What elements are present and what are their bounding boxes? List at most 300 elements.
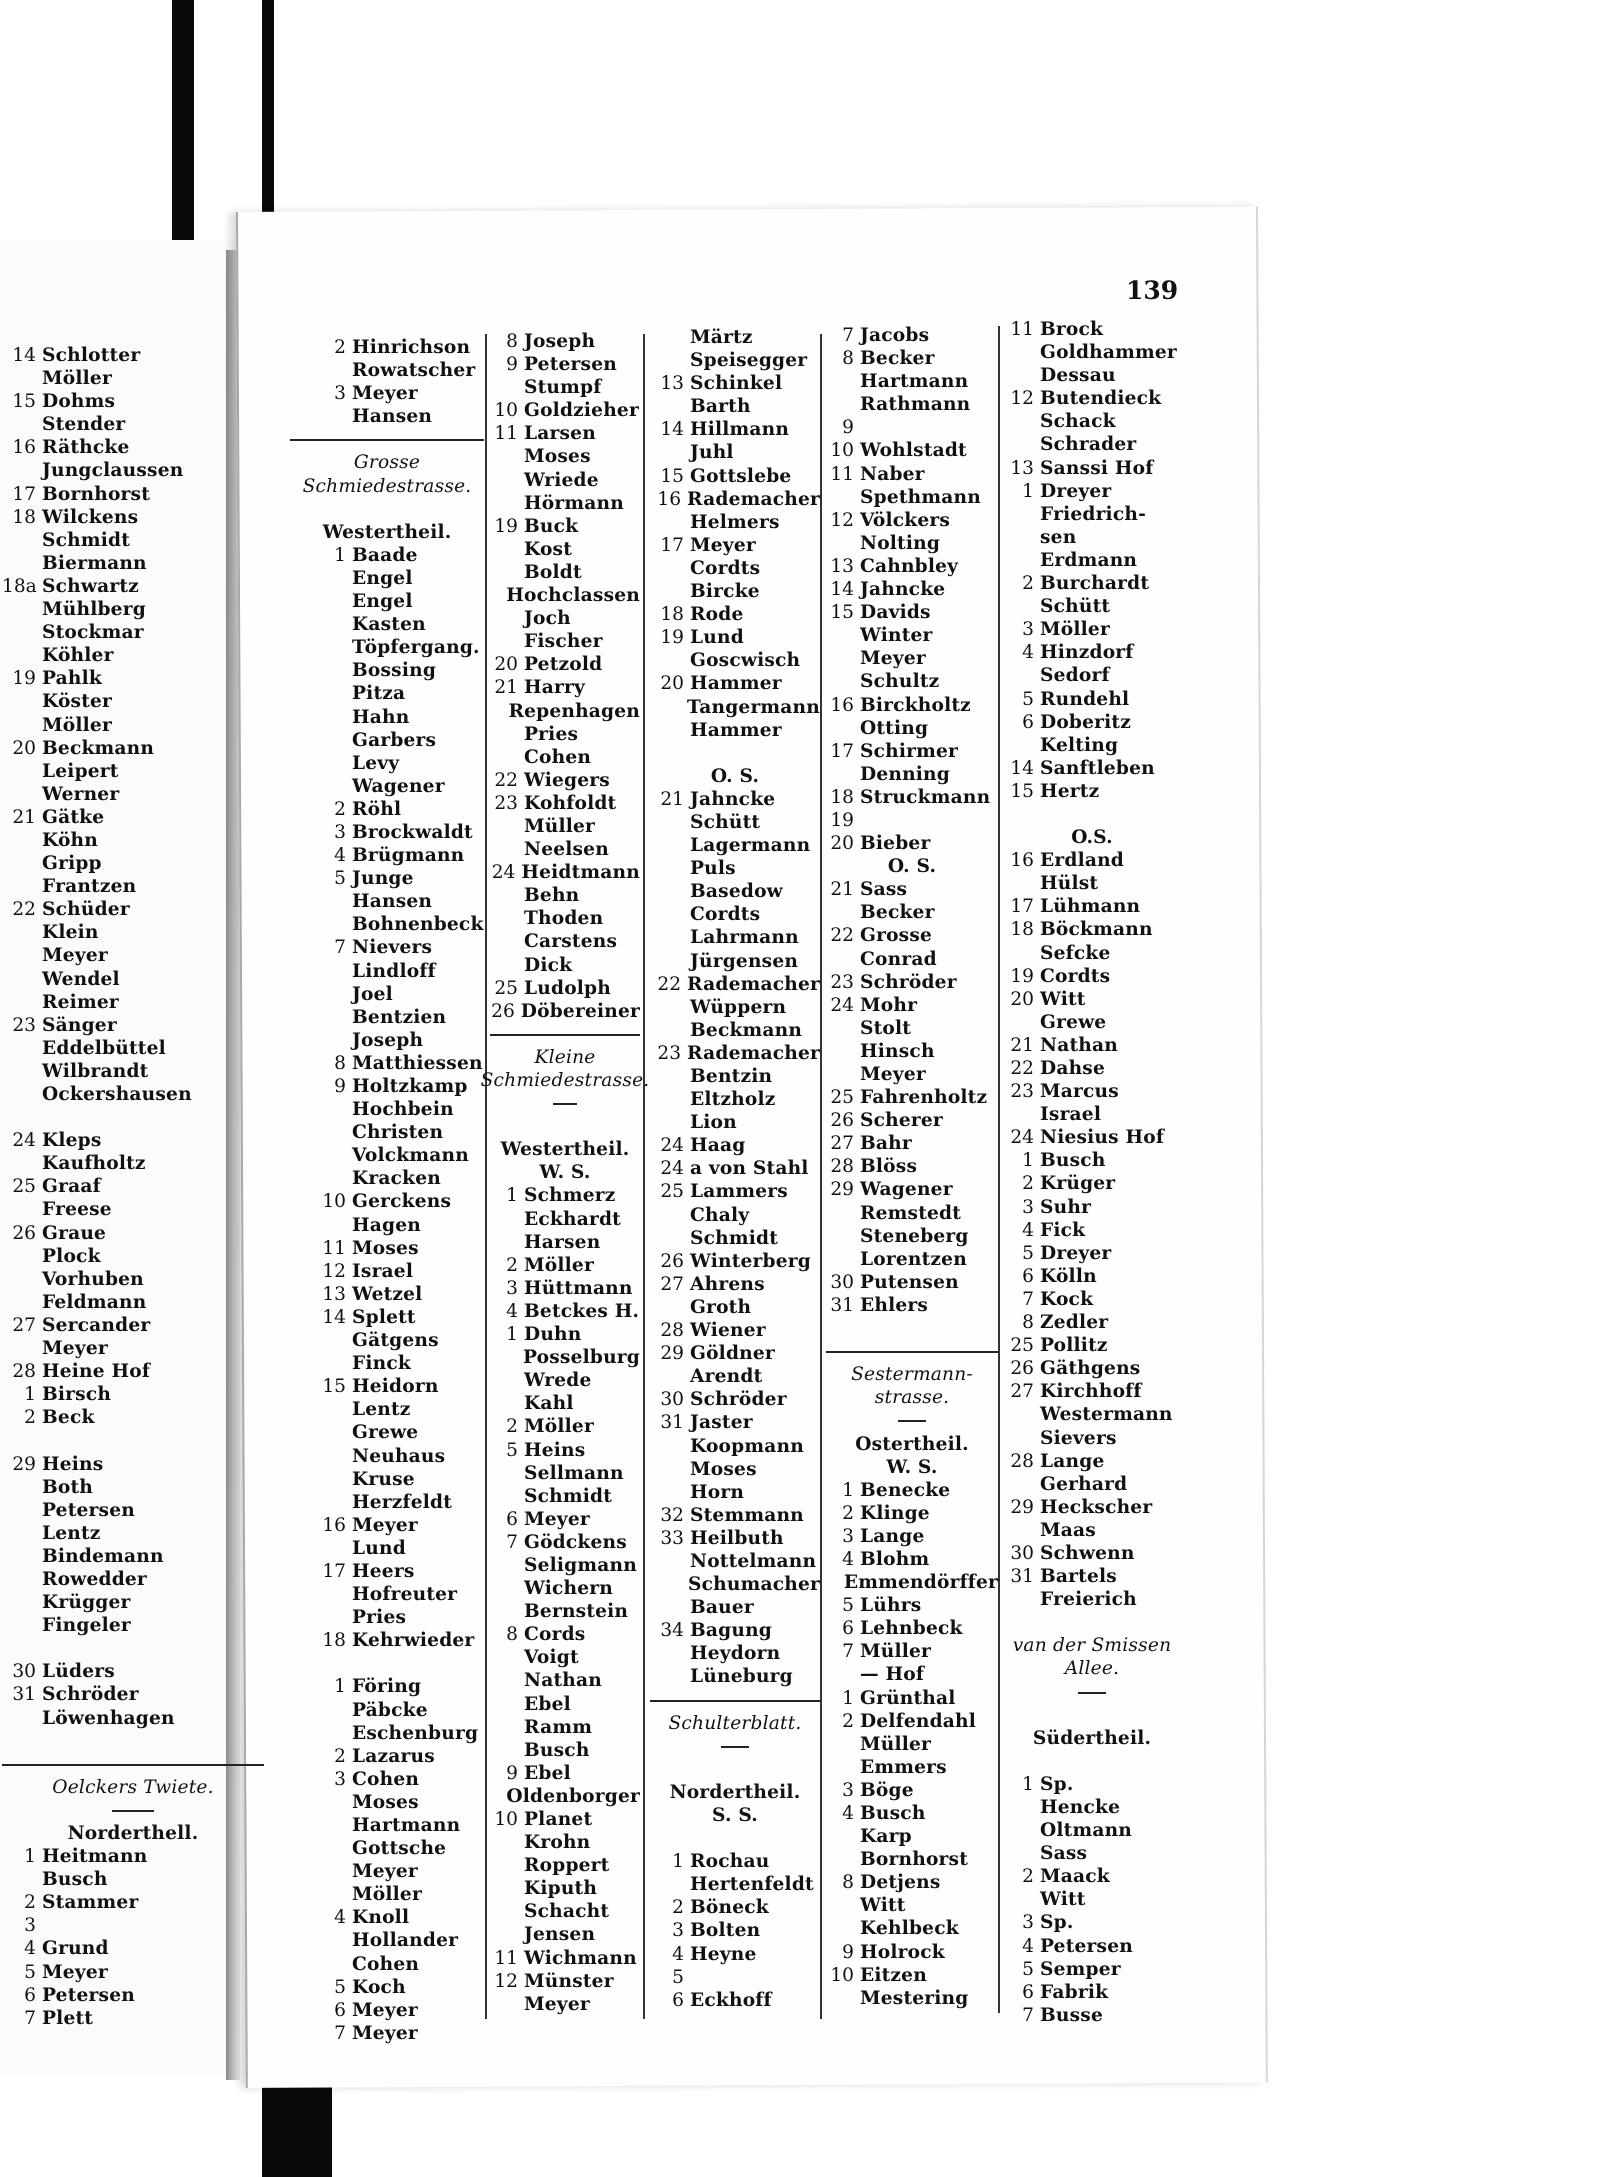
house-number: 3 [1022,1196,1034,1218]
resident-name: Repenhagen [508,700,640,722]
resident-name: Heidtmann [521,862,640,884]
resident-name: Koch [352,1976,406,1998]
house-number: 3 [842,1525,854,1547]
house-number: 6 [24,1984,36,2006]
resident-name: Hochbein [352,1099,454,1121]
resident-name: Gödckens [524,1531,627,1553]
resident-name: Rathmann [860,394,971,416]
house-number [290,1652,346,1675]
resident-name: Ebel [524,1693,571,1715]
entry-line [2,1961,264,1984]
entry-line [2,968,264,991]
resident-name: Splett [352,1306,416,1328]
house-number [490,584,500,607]
house-number [826,763,854,786]
entry-line [1004,1796,1180,1819]
entry-line [1004,433,1180,456]
resident-name: Heine Hof [42,1361,151,1383]
resident-name: Semper [1040,1958,1121,1980]
entry-line [1004,549,1180,572]
resident-name: Meyer [690,534,756,556]
resident-name: Eckhoff [690,1989,772,2011]
resident-name: Carstens [524,931,618,953]
entry-line [826,1548,998,1571]
heading-text: Südertheil. [1032,1727,1152,1749]
house-number [1004,503,1034,526]
house-number: 26 [491,1000,515,1022]
house-number [490,1115,518,1138]
entry-line [490,930,640,953]
resident-name: Zedler [1040,1312,1109,1334]
house-number [290,1352,346,1375]
house-number: 24 [660,1158,684,1180]
house-number [490,954,518,977]
entry-line [826,393,998,416]
resident-name: Betckes H. [524,1300,640,1322]
entry-line [1004,1565,1180,1588]
entry-line [1004,1473,1180,1496]
house-number: 10 [830,440,854,462]
resident-name: Bartels [1040,1566,1117,1588]
resident-name: Duhn [524,1324,582,1346]
resident-name: Meyer [42,945,108,967]
house-number: 18 [830,786,854,808]
house-number [1004,872,1034,895]
entry-line [290,498,484,521]
entry-line [650,1919,820,1942]
entry-line [490,1762,640,1785]
house-number: 6 [506,1508,518,1530]
resident-name: Graue [42,1222,107,1244]
entry-line [290,1906,484,1929]
house-number [650,857,684,880]
entry-line [2,1984,264,2007]
house-number: 1 [1022,1150,1034,1172]
entry-line [650,1850,820,1873]
house-number: 2 [842,1710,854,1732]
resident-name: Joel [352,983,393,1005]
house-number: 11 [322,1237,346,1259]
house-number [826,1063,854,1086]
house-number: 28 [1010,1450,1034,1472]
entry-line [1004,965,1180,988]
house-number [2,644,36,667]
house-number: 11 [830,463,854,485]
resident-name: Brockwaldt [352,821,473,843]
entry-line [290,682,484,705]
house-number [2,1545,36,1568]
house-number [2,829,36,852]
entry-line [490,492,640,515]
resident-name: Roppert [524,1855,610,1877]
house-number [490,492,518,515]
resident-name: Lentz [42,1522,101,1544]
entry-line [650,1873,820,1896]
resident-name: Schwenn [1040,1542,1135,1564]
resident-name: Jahncke [860,579,946,601]
resident-name: Grünthal [860,1687,956,1709]
resident-name: Möller [42,714,112,736]
house-number [2,598,36,621]
resident-name: Jürgensen [690,950,799,972]
resident-name: Kleps [42,1130,102,1152]
house-number [650,742,684,765]
entry-line [826,347,998,370]
resident-name: Heitmann [42,1846,148,1868]
entry-line [490,954,640,977]
entry-line [290,1560,484,1583]
house-number [2,1429,36,1452]
house-number: 28 [660,1320,684,1342]
entry-line [290,890,484,913]
house-number [650,719,684,742]
house-number [290,752,346,775]
resident-name: Meyer [352,1514,418,1536]
section-rule [650,1735,820,1758]
entry-line [826,647,998,670]
resident-name: Lazarus [352,1745,435,1767]
house-number: 3 [842,1779,854,1801]
resident-name: Schmidt [524,1485,612,1507]
resident-name: Cordts [1040,965,1111,987]
resident-name: Vorhuben [42,1268,144,1290]
entry-line [290,1514,484,1537]
entry-line [490,376,640,399]
house-number: 29 [1010,1496,1034,1518]
entry-line [650,603,820,626]
resident-name: Wüppern [690,996,787,1018]
section-heading [650,1781,820,1804]
house-number [490,445,518,468]
resident-name: Junge [352,868,414,890]
entry-line [826,994,998,1017]
entry-line [650,1296,820,1319]
house-number: 30 [660,1389,684,1411]
entry-line [290,1260,484,1283]
heading-text: Oelckers Twiete. [52,1776,214,1798]
resident-name: Sievers [1040,1427,1117,1449]
house-number [290,1006,346,1029]
entry-line [490,1554,640,1577]
entry-line [1004,1196,1180,1219]
resident-name: Lammers [690,1181,788,1203]
house-number [650,1873,684,1896]
entry-line [650,973,820,996]
entry-line [650,511,820,534]
section-heading [650,1804,820,1827]
entry-line [826,1317,998,1340]
directory-column [650,326,820,2012]
entry-line [490,399,640,422]
entry-line [826,832,998,855]
house-number [1004,549,1034,572]
entry-line [826,763,998,786]
entry-line [290,1306,484,1329]
house-number: 2 [334,798,346,820]
resident-name: Speisegger [690,350,808,372]
resident-name: Sass [860,879,908,901]
house-number [1004,1819,1034,1842]
entry-line [290,1398,484,1421]
house-number: 25 [12,1176,36,1198]
entry-line [650,1342,820,1365]
entry-line [490,445,640,468]
resident-name: Rochau [690,1851,770,1873]
resident-name: Meyer [352,383,418,405]
entry-line [490,1993,640,2016]
entry-line [826,901,998,924]
heading-text: Norderthell. [67,1823,199,1844]
house-number: 11 [494,1947,518,1969]
resident-name: Maack [1040,1866,1110,1888]
house-number [826,1017,854,1040]
resident-name: Stumpf [524,377,602,399]
entry-line [290,1167,484,1190]
house-number: 25 [1010,1335,1034,1357]
resident-name: Schröder [42,1684,139,1706]
entry-line [2,367,264,390]
resident-name: Plock [42,1245,101,1267]
resident-name: Löwenhagen [42,1707,175,1729]
resident-name: Päbcke [352,1699,428,1721]
house-number: 1 [842,1479,854,1501]
entry-line [2,621,264,644]
resident-name: Schröder [690,1389,787,1411]
entry-line [826,1825,998,1848]
resident-name: Ockershausen [42,1084,192,1105]
resident-name: Niesius Hof [1040,1127,1165,1149]
resident-name: Bornhorst [860,1849,969,1871]
resident-name: Kehlbeck [860,1918,959,1940]
directory-column [480,330,650,2016]
resident-name: Nolting [860,532,941,554]
resident-name: Lion [690,1112,737,1134]
entry-line [1004,1750,1180,1773]
resident-name: Beckmann [690,1019,803,1041]
entry-line [290,1098,484,1121]
resident-name: Heydorn [690,1643,781,1665]
house-number: 1 [506,1324,518,1346]
house-number [490,1693,518,1716]
resident-name: Becker [860,348,935,370]
entry-line [2,436,264,459]
entry-line [2,1106,264,1129]
entry-line [826,1733,998,1756]
house-number [490,1739,518,1762]
house-number: 1 [24,1384,36,1406]
entry-line [290,960,484,983]
resident-name: Möller [1040,619,1110,641]
resident-name: Gäthgens [1040,1358,1141,1380]
entry-line [650,580,820,603]
house-number [2,875,36,898]
house-number [1004,526,1034,549]
house-number: 12 [494,1970,518,1992]
resident-name: Busse [1040,2004,1104,2026]
entry-line [650,349,820,372]
resident-name: Ahrens [690,1273,765,1295]
resident-name: Föring [352,1676,422,1698]
house-number [2,968,36,991]
entry-line [490,723,640,746]
house-number: 19 [12,668,36,690]
section-rule [2,1753,264,1776]
house-number [650,996,684,1019]
resident-name: Müller [860,1733,932,1755]
house-number: 18 [322,1630,346,1652]
resident-name: Jacobs [860,325,930,346]
resident-name: Sefcke [1040,942,1111,964]
house-number [490,700,502,723]
house-number: 1 [672,1851,684,1873]
resident-name: Meyer [524,1508,590,1530]
entry-line [490,653,640,676]
resident-name: Rundehl [1040,688,1130,710]
entry-line [826,1155,998,1178]
house-number: 17 [660,534,684,556]
house-number: 5 [1022,1242,1034,1264]
resident-name: Hammer [690,673,782,695]
resident-name: Steneberg [860,1225,969,1247]
entry-line [490,353,640,376]
house-number [2,1522,36,1545]
resident-name: Garbers [352,729,437,751]
house-number: 25 [830,1087,854,1109]
house-number: 21 [660,788,684,810]
resident-name: Planet [524,1809,593,1830]
resident-name: Beckmann [42,737,155,759]
resident-name: Oldenborger [506,1785,640,1807]
house-number [826,647,854,670]
entry-line [290,1883,484,1906]
entry-line [2,1222,264,1245]
house-number: 21 [494,677,518,699]
resident-name: Petzold [524,654,603,676]
entry-line [650,1365,820,1388]
house-number [650,1596,684,1619]
resident-name: Jaster [690,1412,753,1434]
resident-name: Bircke [690,581,760,603]
heading-text: W. S. [886,1456,938,1478]
house-number: 1 [506,1185,518,1207]
resident-name: Kruse [352,1468,415,1490]
house-number: 5 [334,1976,346,1998]
resident-name: Erdland [1040,850,1125,872]
house-number [490,884,518,907]
entry-line [826,370,998,393]
heading-text: O.S. [1071,827,1113,849]
entry-line [290,1606,484,1629]
entry-line [1004,410,1180,433]
entry-line [2,806,264,829]
entry-line [1004,318,1180,341]
entry-line [290,1929,484,1952]
resident-name: Birckholtz [860,694,971,716]
house-number [490,1600,518,1623]
page-number: 139 [1126,276,1179,305]
resident-name: Schrader [1040,434,1137,456]
house-number [650,1665,684,1688]
entry-line [2,1406,264,1429]
house-number [490,630,518,653]
house-number [290,1491,346,1514]
entry-line [2,898,264,921]
resident-name: Münster [524,1970,614,1992]
resident-name: Göldner [690,1343,775,1365]
entry-line [650,1180,820,1203]
resident-name: Benecke [860,1479,951,1501]
entry-line [490,977,640,1000]
entry-line [490,1693,640,1716]
resident-name: Wetzel [352,1283,423,1305]
resident-name: Busch [860,1803,926,1824]
entry-line [826,694,998,717]
entry-line [826,878,998,901]
house-number: 26 [660,1250,684,1272]
resident-name: Detjens [860,1872,941,1894]
resident-name: Wagener [860,1179,953,1201]
entry-line [2,1198,264,1221]
resident-name: Meyer [524,1993,590,2015]
directory-column [826,324,998,2010]
entry-line [2,875,264,898]
house-number [650,1227,684,1250]
resident-name: Koopmann [690,1435,804,1457]
house-number [2,1060,36,1083]
resident-name: Bossing [352,660,437,682]
resident-name: Heins [524,1439,586,1461]
entry-line [826,555,998,578]
house-number: 20 [1010,988,1034,1010]
house-number: 30 [830,1271,854,1293]
entry-line [650,1111,820,1134]
entry-line [490,1739,640,1762]
resident-name: Basedow [690,881,783,903]
entry-line [1004,1380,1180,1403]
heading-text: Sestermann- [851,1364,973,1386]
resident-name: Pollitz [1040,1335,1108,1357]
entry-line [2,1245,264,1268]
resident-name: Witt [1040,988,1086,1010]
resident-name: Kehrwieder [352,1630,475,1652]
resident-name: Hinrichson [352,337,471,358]
resident-name: Möller [42,368,112,390]
entry-line [650,742,820,765]
entry-line [490,1439,640,1462]
house-number: 4 [506,1300,518,1322]
resident-name: Mohr [860,994,918,1016]
house-number [2,1637,36,1660]
heading-text: S. S. [712,1805,758,1826]
resident-name: Kelting [1040,734,1119,756]
resident-name: Sanssi Hof [1040,457,1154,479]
resident-name: Röhl [352,798,402,820]
house-number: 9 [842,417,854,439]
entry-line [2,459,264,482]
house-number: 20 [494,654,518,676]
resident-name: Tangermann [686,696,820,718]
entry-line [2,1453,264,1476]
entry-line [2,690,264,713]
resident-name: Burchardt [1040,573,1150,595]
house-number [490,1231,518,1254]
house-number: 4 [334,1907,346,1929]
house-number [826,370,854,393]
house-number [826,1248,854,1271]
house-number [290,960,346,983]
entry-line [826,1663,998,1686]
house-number: 24 [660,1135,684,1157]
